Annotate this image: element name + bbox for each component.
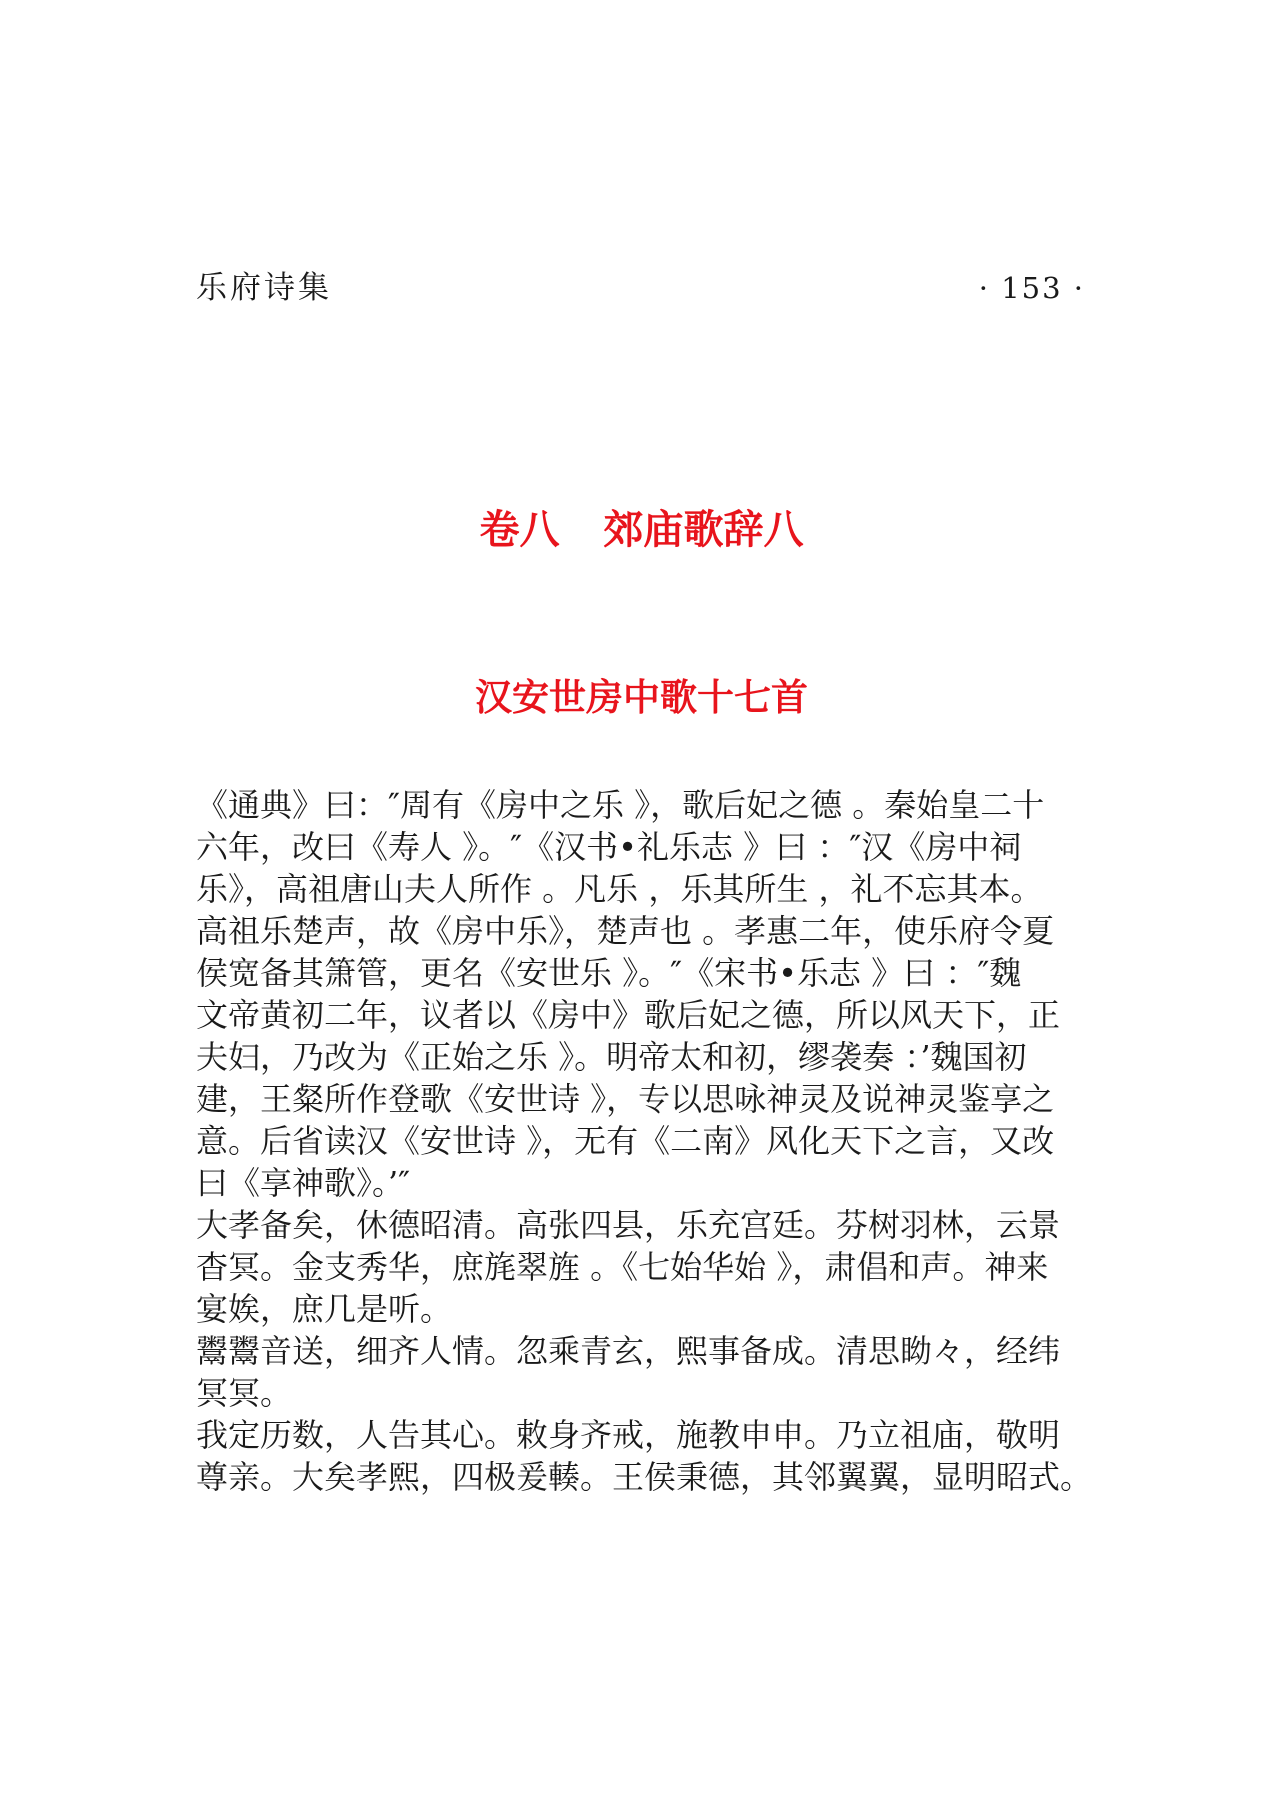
- body-text: [196, 784, 1116, 1498]
- text-line: 六年，改曰《寿人 》。″《汉书•礼乐志 》曰 ：″汉《房中祠: [196, 828, 1022, 866]
- page-number: · 153 ·: [978, 271, 1085, 305]
- text-line: 大孝备矣，休德昭清。高张四县，乐充宫廷。芬树羽林，云景: [196, 1206, 1061, 1244]
- text-line: 高祖乐楚声，故《房中乐》，楚声也 。孝惠二年，使乐府令夏: [196, 912, 1055, 950]
- text-line: 夫妇，乃改为《正始之乐 》。明帝太和初，缪袭奏 ：’魏国初: [196, 1038, 1027, 1076]
- text-line: 曰《享神歌》。’″: [196, 1164, 411, 1202]
- text-line: 建，王粲所作登歌《安世诗 》，专以思咏神灵及说神灵鉴享之: [196, 1080, 1055, 1118]
- text-line: 尊亲。大矣孝熙，四极爰輳。王侯秉德，其邻翼翼，显明昭式。: [196, 1458, 1093, 1496]
- text-line: 意。后省读汉《安世诗 》，无有《二南》风化天下之言，又改: [196, 1122, 1055, 1160]
- book-title: 乐府诗集: [196, 270, 332, 306]
- text-line: 《通典》曰：″周有《房中之乐 》，歌后妃之德 。秦始皇二十: [196, 786, 1045, 824]
- text-line: 杳冥。金支秀华，庶旄翠旌 。《七始华始 》，肃倡和声。神来: [196, 1248, 1049, 1286]
- juan-label: 卷八: [479, 507, 560, 553]
- text-line: 我定历数，人告其心。敕身齐戒，施教申申。乃立祖庙，敬明: [196, 1416, 1061, 1454]
- chapter-heading: [0, 502, 1283, 558]
- section-label: 郊庙歌辞八: [603, 507, 804, 553]
- text-line: 鬻鬻音送，细齐人情。忽乘青玄，熙事备成。清思眑々，经纬: [196, 1332, 1061, 1370]
- text-line: 冥冥。: [196, 1374, 293, 1412]
- text-line: 乐》，高祖唐山夫人所作 。凡乐 ，乐其所生 ，礼不忘其本。: [196, 870, 1043, 908]
- poem-title: 汉安世房中歌十七首: [475, 676, 808, 719]
- text-line: 侯宽备其箫管，更名《安世乐 》。″《宋书•乐志 》曰 ：″魏: [196, 954, 1022, 992]
- text-line: 宴娭，庶几是听。: [196, 1290, 453, 1328]
- text-line: 文帝黄初二年，议者以《房中》歌后妃之德，所以风天下，正: [196, 996, 1061, 1034]
